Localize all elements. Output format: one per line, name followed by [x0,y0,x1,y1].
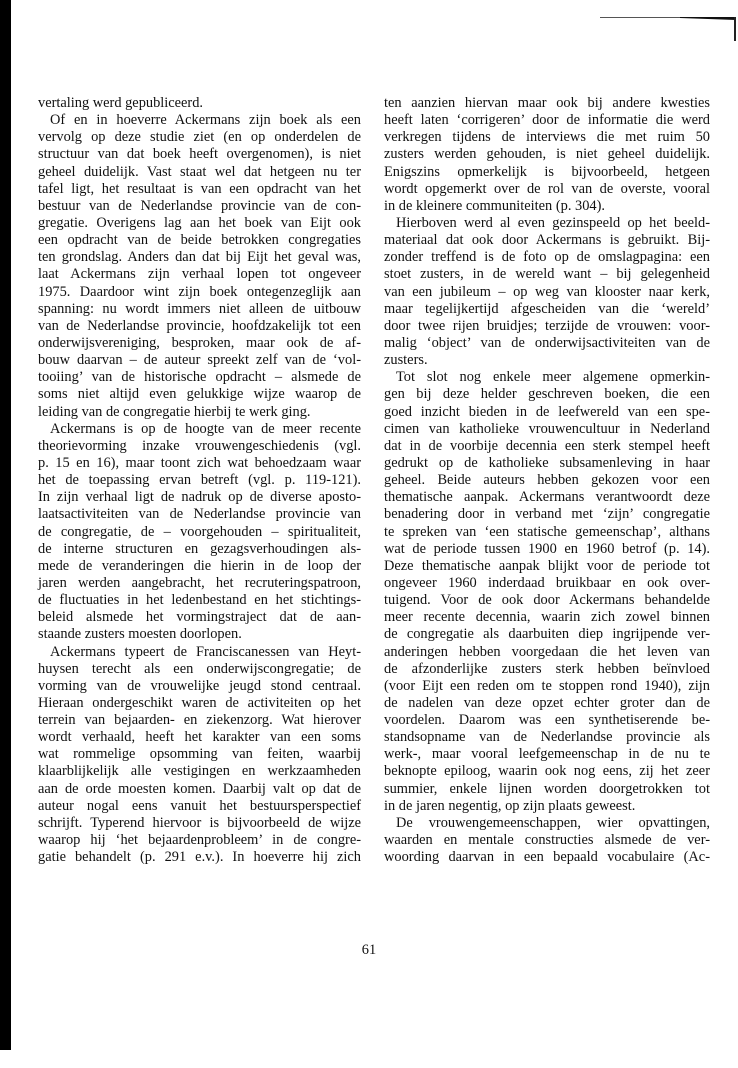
text-line: vervolg op deze studie ziet (en op onderdelen de [38,129,361,146]
text-line: mede de veranderingen die hierin in de loop der [38,557,361,574]
text-line: de interne structuren en gezagsverhoudingen als- [38,540,361,557]
text-line: thematische aanpak. Ackermans verantwoordt deze [384,489,710,506]
text-line: bestuur van de Nederlandse provincie van de con- [38,197,361,214]
text-line: (voor Eijt een reden om te stoppen rond 1940), zijn [384,677,710,694]
text-line: de congregatie als daarbuiten diep ingrijpende ver- [384,626,710,643]
text-line: beleid alsmede het vormingstraject dat de aan- [38,609,361,626]
text-line: Tot slot nog enkele meer algemene opmerkin- [396,369,710,386]
text-line: laatsactiviteiten van de Nederlandse provincie van [38,506,361,523]
text-line: standsopname van de Nederlandse provincie als [384,729,710,746]
text-line: voordelen. Daarom was een synthetiserende be- [384,712,710,729]
text-line: geheel duidelijk. Vast staat wel dat hetgeen nu ter [38,163,361,180]
paragraph [384,369,710,815]
text-line: terrein van bejaarden- en ziekenzorg. Wat hierover [38,712,361,729]
text-column-left [38,95,361,866]
text-line: Hieraan ondergeschikt waren de activiteiten op het [38,694,361,711]
paragraph [38,112,361,421]
text-line: zusters. [384,352,428,369]
text-line: te spreken van ‘een statische gemeenschap’, althans [384,523,710,540]
text-line: zusters werden gehouden, is niet geheel duidelijk. [384,146,710,163]
text-line: summier, enkele lijnen worden doorgetrokken tot [384,780,710,797]
text-line: het de toepassing ervan betreft (vgl. p. 119-121). [38,472,361,489]
text-line: auteur nogal eens vanuit het bestuursperspectief [38,797,361,814]
text-line: tuigend. Voor de ook door Ackermans behandelde [384,592,710,609]
page-number: 61 [361,942,377,958]
text-line: gregatie. Overigens lag aan het boek van Eijt ook [38,214,361,231]
text-line: wat de periode tussen 1900 en 1960 betrof (p. 14). [384,540,710,557]
text-line: materiaal dat ook door Ackermans is gebruikt. Bij- [384,232,710,249]
text-line: De vrouwengemeenschappen, wier opvattingen, [396,814,710,831]
text-line: klaarblijkelijk alle vestigingen en werkzaamheden [38,763,361,780]
text-line: leiding van de congregatie hierbij te werk ging. [38,403,311,420]
text-line: van de Nederlandse provincie, hoofdzakelijk tot een [38,317,361,334]
text-line: Enigszins opmerkelijk is bijvoorbeeld, hetgeen [384,163,710,180]
text-line: soms niet altijd even gelukkige wijze waarop de [38,386,361,403]
header-rule-corner [734,17,736,41]
text-line: woording daarvan in een bepaald vocabulaire (Ac- [384,849,710,866]
text-line: anderingen hebben voorgedaan die het leven van [384,643,710,660]
text-line: waarop hij ‘het bejaardenprobleem’ in de congre- [38,832,361,849]
text-line: wat rommelige opsomming van feiten, waarbij [38,746,361,763]
text-line: heeft laten ‘corrigeren’ door de informatie die werd [384,112,710,129]
text-line: waarden en mentale constructies alsmede de ver- [384,832,710,849]
text-line: bouw daarvan – de auteur spreekt zelf van de ‘vol- [38,352,361,369]
text-line: wordt opgemerkt over de rol van de overste, vooral [384,180,710,197]
text-line: beknopte epiloog, waarin ook nog eens, zij het zeer [384,763,710,780]
text-line: maar tegelijkertijd afgescheiden van die ‘wereld’ [384,300,710,317]
text-line: ten aanzien hiervan maar ook bij andere kwesties [384,95,710,111]
text-line: structuur van dat boek heeft overgenomen), is niet [38,146,361,163]
text-line: goed inzicht bieden in de leefwereld van een spe- [384,403,710,420]
text-line: spanning: nu wordt immers niet alleen de uitbouw [38,300,361,317]
text-line: In zijn verhaal ligt de nadruk op de diverse aposto- [38,489,361,506]
text-column-right [384,95,710,866]
text-line: malig ‘object’ van de onderwijsactiviteiten van de [384,334,710,351]
text-line: Ackermans is op de hoogte van de meer recente [50,420,361,437]
text-line: de nadelen van deze opzet echter groter dan de [384,694,710,711]
scan-edge-shadow [0,0,11,1050]
text-line: gedrukt op de katholieke subsamenleving in haar [384,454,710,471]
text-line: dat in de voorbije decennia een sterk stempel heeft [384,437,710,454]
text-line: onderwijsvereniging, besproken, maar ook de af- [38,334,361,351]
text-line: Of en in hoeverre Ackermans zijn boek als een [50,112,361,129]
text-line: cimen van katholieke vrouwencultuur in Nederland [384,420,710,437]
text-line: tafel ligt, het resultaat is van een opdracht van het [38,180,361,197]
text-line: ongeveer 1960 inderdaad bruikbaar en ook over- [384,574,710,591]
header-rule-thick [680,17,736,20]
text-line: vertaling werd gepubliceerd. [38,95,204,111]
text-line: ten grondslag. Anders dan dat bij Eijt het geval was, [38,249,361,266]
text-line: gen bij deze helder geschreven boeken, die een [384,386,710,403]
paragraph [38,95,361,112]
text-line: gatie behandelt (p. 291 e.v.). In hoeverre hij zich [38,849,361,866]
text-line: staande zusters moesten doorlopen. [38,626,242,643]
text-line: vorming van de vrouwelijke jeugd stond centraal. [38,677,361,694]
text-line: theorievorming inzake vrouwengeschiedenis (vgl. [38,437,361,454]
text-line: verkregen tijdens de interviews die met ruim 50 [384,129,710,146]
paragraph [384,815,710,866]
text-line: Hierboven werd al even gezinspeeld op het beeld- [396,214,710,231]
text-line: door twee rijen bruidjes; terzijde de vrouwen: voor- [384,317,710,334]
text-line: 1975. Daardoor wint zijn boek ontegenzeglijk aan [38,283,361,300]
text-line: Ackermans typeert de Franciscanessen van Heyt- [50,643,361,660]
text-line: aan de orde moesten komen. Daarbij valt op dat de [38,780,361,797]
text-line: de congregatie, de – voorgehouden – spiritualiteit, [38,523,361,540]
text-line: laat Ackermans zijn verhaal lopen tot ongeveer [38,266,361,283]
text-line: geheel. Beide auteurs hebben gekozen voor een [384,472,710,489]
text-line: p. 15 en 16), maar toont zich wat behoedzaam waar [38,454,361,471]
paragraph [384,215,710,369]
text-line: huysen terecht als een onderwijscongregatie; de [38,660,361,677]
text-line: benadering door in verband met ‘zijn’ congregatie [384,506,710,523]
text-line: tooiing’ van de historische opdracht – alsmede de [38,369,361,386]
text-line: zonder treffend is de foto op de omslagpagina: een [384,249,710,266]
text-line: de fluctuaties in het ledenbestand en het stichtings- [38,592,361,609]
text-line: meer recente decennia, waarin zich zowel binnen [384,609,710,626]
text-line: een opdracht van de beide betrokken congregaties [38,232,361,249]
text-line: de afzonderlijke zusters sterk hebben beïnvloed [384,660,710,677]
text-line: werk-, maar vooral leefgemeenschap in de nu te [384,746,710,763]
text-line: jaren werden aangebracht, het recruteringspatroon, [38,574,361,591]
text-line: in de kleinere communiteiten (p. 304). [384,197,605,214]
text-line: in de jaren negentig, op zijn plaats geweest. [384,797,636,814]
text-line: Deze thematische aanpak blijkt voor de periode tot [384,557,710,574]
text-line: van een jubileum – op weg van klooster naar kerk, [384,283,710,300]
paragraph [384,95,710,215]
paragraph [38,644,361,867]
text-line: wordt verhaald, heeft het karakter van een soms [38,729,361,746]
text-line: stoet zusters, in de wereld want – bij gelegenheid [384,266,710,283]
text-line: schrijft. Typerend hiervoor is bijvoorbeeld de wijze [38,814,361,831]
paragraph [38,421,361,644]
